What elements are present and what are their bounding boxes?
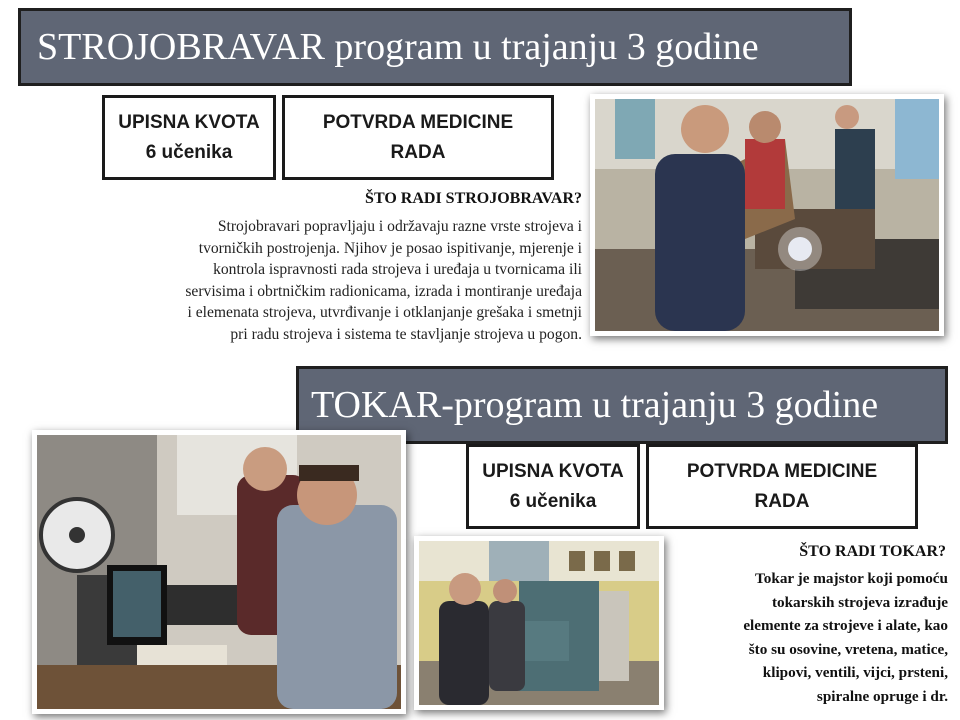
tokar-question: ŠTO RADI TOKAR?: [799, 543, 946, 560]
description-line: i elemenata strojeva, utvrđivanje i otklanjanje grešaka i smetnji: [187, 304, 582, 322]
description-line: elemente za strojeve i alate, kao: [743, 617, 948, 635]
strojobravar-medical-box: [282, 95, 554, 180]
tokar-quota-box: [466, 444, 640, 529]
strojobravar-title: [18, 8, 852, 86]
quota-label: UPISNA KVOTA: [118, 111, 260, 133]
medical-label: POTVRDA MEDICINE: [686, 460, 878, 482]
tokar-medical-box: [646, 444, 918, 529]
description-line: pri radu strojeva i sistema te stavljanje strojeva u pogon.: [230, 325, 582, 343]
tokar-description: [690, 567, 948, 709]
quota-value: 6 učenika: [145, 141, 233, 163]
strojobravar-quota-box: [102, 95, 276, 180]
medical-label-cont: RADA: [754, 490, 810, 512]
description-line: kontrola ispravnosti rada strojeva i uređaja u tvornicama ili: [213, 261, 582, 279]
quota-label: UPISNA KVOTA: [482, 460, 624, 482]
description-line: tvorničkih postrojenja. Njihov je posao ispitivanje, mjerenje i: [198, 239, 582, 257]
description-line: tokarskih strojeva izrađuje: [771, 593, 948, 611]
strojobravar-title-text: STROJOBRAVAR program u trajanju 3 godine: [37, 26, 759, 68]
lathe-photo: [414, 536, 664, 710]
description-line: servisima i obrtničkim radionicama, izrada i montiranje uređaja: [185, 282, 582, 300]
tokar-title-text: TOKAR-program u trajanju 3 godine: [311, 384, 879, 426]
description-line: spiralne opruge i dr.: [816, 687, 948, 705]
computer-lab-photo: [32, 430, 406, 714]
strojobravar-question: ŠTO RADI STROJOBRAVAR?: [365, 190, 582, 207]
description-line: što su osovine, vretena, matice,: [748, 640, 948, 658]
medical-label-cont: RADA: [390, 141, 446, 163]
description-line: Tokar je majstor koji pomoću: [755, 570, 948, 587]
welding-photo: [590, 94, 944, 336]
quota-value: 6 učenika: [509, 490, 597, 512]
medical-label: POTVRDA MEDICINE: [322, 111, 514, 133]
description-line: klipovi, ventili, vijci, prsteni,: [762, 664, 948, 682]
description-line: Strojobravari popravljaju i održavaju razne vrste strojeva i: [217, 218, 582, 235]
strojobravar-description: [20, 216, 582, 346]
